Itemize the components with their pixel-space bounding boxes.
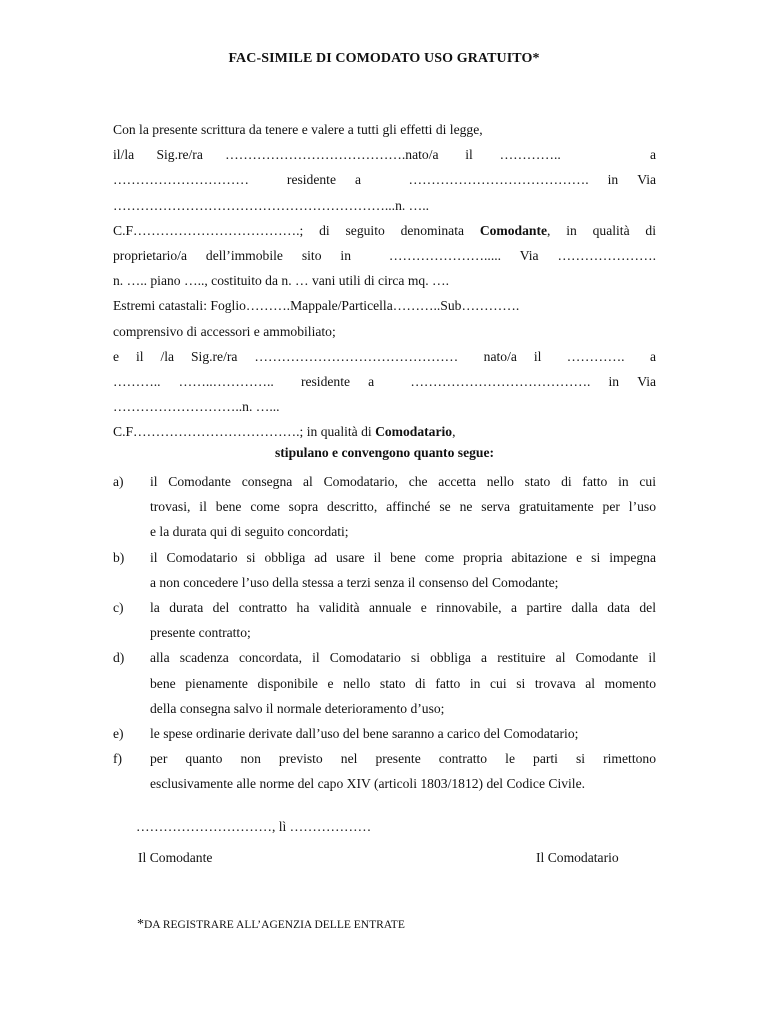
lender-residence-line: ………………………… residente a …………………………………. in Via <box>113 172 656 188</box>
clause-label: c) <box>113 599 124 615</box>
clause-label: a) <box>113 474 124 489</box>
borrower-residence-line: ……….. ……..………….. residente a …………………………………. in Via <box>113 373 656 389</box>
borrower-role-suffix: , <box>452 424 456 440</box>
clause-label: b) <box>113 549 125 565</box>
clause-text-line: esclusivamente alle norme del capo XIV (articoli 1803/1812) del Codice Civile. <box>150 776 585 792</box>
cadastral-line: Estremi catastali: Foglio……….Mappale/Particella………..Sub…………. <box>113 298 520 314</box>
clause-text <box>150 746 656 796</box>
lender-name-line: il/la Sig.re/ra ………………………………….nato/a il ………….. a <box>113 147 656 163</box>
clause-text-line: trovasi, il bene come sopra descritto, affinché se ne serva gratuitamente per l’uso <box>150 499 656 515</box>
clause-item <box>113 645 656 721</box>
clause-text-line: alla scadenza concordata, il Comodatario si obbliga a restituire al Comodante il <box>150 650 656 666</box>
clause-item <box>113 595 656 645</box>
property-details-line: n. ….. piano ….., costituito da n. … vani utili di circa mq. …. <box>113 273 450 289</box>
borrower-street-line: ………………………..n. …... <box>113 399 280 415</box>
document-title: FAC-SIMILE DI COMODATO USO GRATUITO* <box>228 51 540 66</box>
lender-role-label: Comodante <box>479 222 548 238</box>
lender-tax-code-text: C.F……………………………….; di seguito denominata <box>113 222 480 238</box>
clause-item <box>113 469 656 545</box>
clause-text-line: il Comodatario si obbliga ad usare il bene come propria abitazione e si impegna <box>150 549 656 565</box>
clauses-list <box>113 469 656 796</box>
borrower-role-label: Comodatario <box>375 424 453 440</box>
clause-item <box>113 746 656 796</box>
clause-text <box>150 645 656 721</box>
clause-text-line: la durata del contratto ha validità annuale e rinnovabile, a partire dalla data del <box>150 599 656 615</box>
agreement-subtitle: stipulano e convengono quanto segue: <box>274 445 495 461</box>
clause-text-line: e la durata qui di seguito concordati; <box>150 524 349 540</box>
clause-text-line: le spese ordinarie derivate dall’uso del bene saranno a carico del Comodatario; <box>150 725 579 741</box>
clause-text <box>150 545 656 595</box>
lender-role-suffix: , in qualità di <box>547 222 656 238</box>
clause-label: e) <box>113 725 124 741</box>
footnote-star: * <box>137 917 144 932</box>
clause-text <box>150 721 656 746</box>
clause-item <box>113 721 656 746</box>
furnishing-line: comprensivo di accessori e ammobiliato; <box>113 323 336 339</box>
lender-tax-code-line <box>113 218 656 243</box>
clause-text-line: bene pienamente disponibile e nello stato di fatto in cui si trovava al momento <box>150 675 656 691</box>
clause-text-line: il Comodante consegna al Comodatario, che accetta nello stato di fatto in cui <box>150 474 656 489</box>
clause-text-line: a non concedere l’uso della stessa a terzi senza il consenso del Comodante; <box>150 574 559 590</box>
lender-street-line: ……………………………………………………...n. ….. <box>113 197 430 213</box>
clause-label: f) <box>113 751 123 767</box>
borrower-tax-code-text: C.F……………………………….; in qualità di <box>113 424 376 440</box>
borrower-name-line: e il /la Sig.re/ra ……………………………………… nato/a il …………. a <box>113 348 656 364</box>
place-date-line: …………………………, lì ……………… <box>136 819 372 834</box>
lender-signature-label: Il Comodante <box>138 850 213 865</box>
clause-item <box>113 545 656 595</box>
parties-section <box>113 117 656 466</box>
clause-label: d) <box>113 650 125 666</box>
borrower-signature-label: Il Comodatario <box>536 850 619 865</box>
clause-text <box>150 469 656 545</box>
intro-line: Con la presente scrittura da tenere e valere a tutti gli effetti di legge, <box>113 122 483 137</box>
clause-text-line: per quanto non previsto nel presente contratto le parti si rimettono <box>150 751 656 767</box>
property-location-line: proprietario/a dell’immobile sito in …………………..... Via …………………. <box>113 247 656 263</box>
footnote-text: DA REGISTRARE ALL’AGENZIA DELLE ENTRATE <box>144 919 405 931</box>
clause-text-line: della consegna salvo il normale deterioramento d’uso; <box>150 700 445 716</box>
clause-text-line: presente contratto; <box>150 625 251 641</box>
footnote <box>137 917 405 933</box>
clause-text <box>150 595 656 645</box>
